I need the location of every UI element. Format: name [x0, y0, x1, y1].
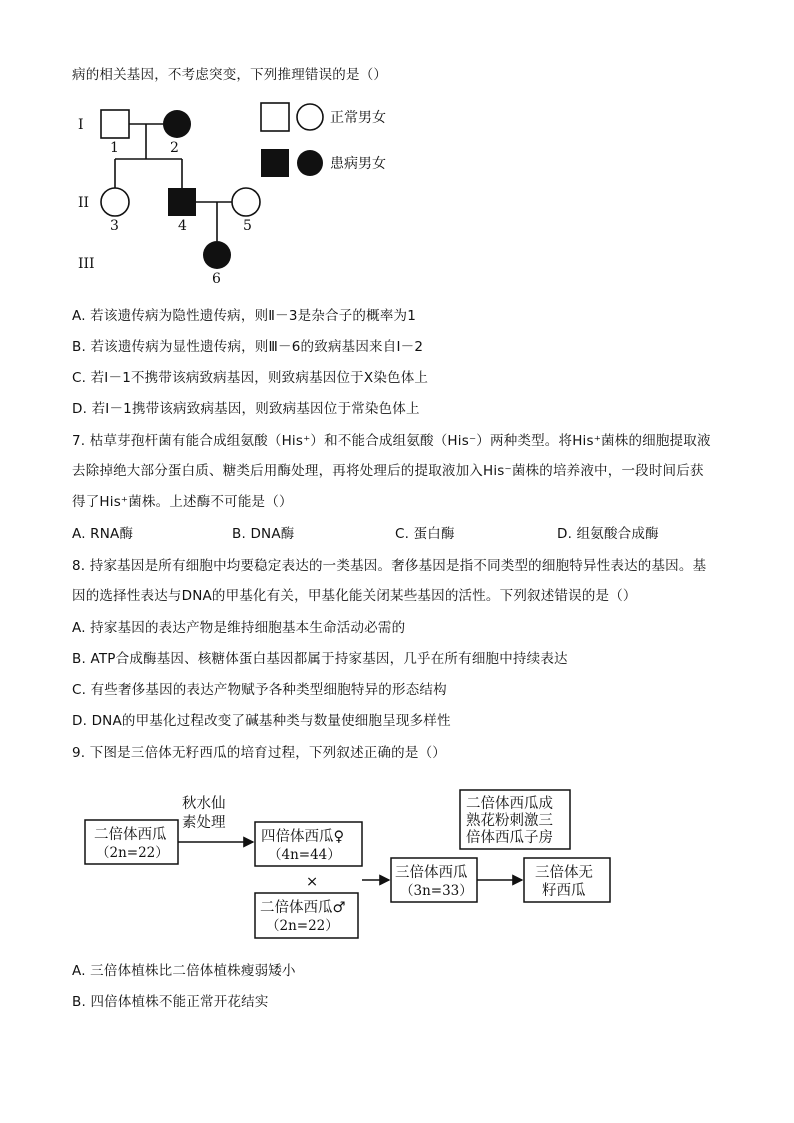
q7-stem-line-2: 去除掉绝大部分蛋白质、糖类后用酶处理，再将处理后的提取液加入His⁻菌株的培养液中，一段时间后获: [72, 463, 704, 479]
generation-label-i: I: [78, 117, 84, 133]
legend-normal-male-icon: [261, 103, 289, 131]
q8-option-a: A. 持家基因的表达产物是维持细胞基本生命活动必需的: [72, 620, 406, 636]
q8-option-c: C. 有些奢侈基因的表达产物赋予各种类型细胞特异的形态结构: [72, 682, 447, 698]
q8-stem-line-2: 因的选择性表达与DNA的甲基化有关，甲基化能关闭某些基因的活性。下列叙述错误的是（）: [72, 588, 637, 604]
individual-number-1: 1: [110, 140, 119, 156]
legend-normal-female-icon: [297, 104, 323, 130]
q6-option-a: A. 若该遗传病为隐性遗传病，则Ⅱ－3是杂合子的概率为1: [72, 308, 417, 324]
q7-option-c: C. 蛋白酶: [395, 526, 455, 542]
q8-stem-line-1: 8. 持家基因是所有细胞中均要稳定表达的一类基因。奢侈基因是指不同类型的细胞特异性表达的基因。基: [72, 558, 707, 574]
legend-affected-female-icon: [297, 150, 323, 176]
triploid-chromosomes: （3n=33）: [400, 883, 473, 899]
q9-option-b: B. 四倍体植株不能正常开花结实: [72, 994, 269, 1010]
q9-option-a: A. 三倍体植株比二倍体植株瘦弱矮小: [72, 963, 296, 979]
diploid-2-name: 二倍体西瓜♂: [260, 900, 346, 916]
colchicine-label-line-2: 素处理: [182, 815, 226, 831]
seedless-line-1: 三倍体无: [535, 865, 593, 881]
pedigree-ii4-affected-male: [168, 188, 196, 216]
cross-symbol: ×: [306, 874, 319, 890]
legend-normal-label: 正常男女: [330, 110, 386, 126]
stimulus-line-2: 熟花粉刺激三: [466, 813, 553, 829]
stimulus-line-3: 倍体西瓜子房: [466, 830, 553, 846]
individual-number-5: 5: [243, 218, 252, 234]
seedless-line-2: 籽西瓜: [542, 883, 586, 899]
individual-number-6: 6: [212, 271, 221, 287]
generation-label-ii: II: [78, 195, 90, 211]
q6-option-c: C. 若Ⅰ－1不携带该病致病基因，则致病基因位于X染色体上: [72, 370, 429, 386]
diploid-2-chromosomes: （2n=22）: [266, 918, 339, 934]
tetraploid-chromosomes: （4n=44）: [268, 847, 341, 863]
seedless-watermelon-breeding-diagram: [80, 785, 620, 945]
individual-number-3: 3: [110, 218, 119, 234]
generation-label-iii: III: [78, 256, 95, 272]
pedigree-ii5-normal-female: [232, 188, 260, 216]
q6-option-d: D. 若Ⅰ－1携带该病致病基因，则致病基因位于常染色体上: [72, 401, 420, 417]
pedigree-i1-normal-male: [101, 110, 129, 138]
q7-option-a: A. RNA酶: [72, 526, 134, 542]
stimulus-line-1: 二倍体西瓜成: [466, 796, 553, 812]
diploid-1-chromosomes: （2n=22）: [96, 845, 169, 861]
legend-affected-label: 患病男女: [330, 156, 386, 172]
individual-number-2: 2: [170, 140, 179, 156]
legend-affected-male-icon: [261, 149, 289, 177]
pedigree-ii3-normal-female: [101, 188, 129, 216]
q9-stem: 9. 下图是三倍体无籽西瓜的培育过程，下列叙述正确的是（）: [72, 745, 446, 761]
individual-number-4: 4: [178, 218, 187, 234]
colchicine-label-line-1: 秋水仙: [182, 796, 226, 812]
q7-stem-line-1: 7. 枯草芽孢杆菌有能合成组氨酸（His⁺）和不能合成组氨酸（His⁻）两种类型。将His⁺菌株的细胞提取液: [72, 433, 711, 449]
q7-stem-line-3: 得了His⁺菌株。上述酶不可能是（）: [72, 494, 293, 510]
diploid-1-name: 二倍体西瓜: [94, 827, 167, 843]
pedigree-iii6-affected-female: [203, 241, 231, 269]
triploid-name: 三倍体西瓜: [395, 865, 468, 881]
q7-option-d: D. 组氨酸合成酶: [557, 526, 659, 542]
q7-options: [72, 525, 712, 543]
tetraploid-name: 四倍体西瓜♀: [261, 829, 345, 845]
question-6-stem-end: 病的相关基因，不考虑突变，下列推理错误的是（）: [72, 67, 388, 83]
q6-option-b: B. 若该遗传病为显性遗传病，则Ⅲ－6的致病基因来自Ⅰ－2: [72, 339, 424, 355]
q8-option-b: B. ATP合成酶基因、核糖体蛋白基因都属于持家基因，几乎在所有细胞中持续表达: [72, 651, 568, 667]
q8-option-d: D. DNA的甲基化过程改变了碱基种类与数量使细胞呈现多样性: [72, 713, 451, 729]
pedigree-i2-affected-female: [163, 110, 191, 138]
q7-option-b: B. DNA酶: [232, 526, 295, 542]
pedigree-diagram: [60, 98, 420, 288]
